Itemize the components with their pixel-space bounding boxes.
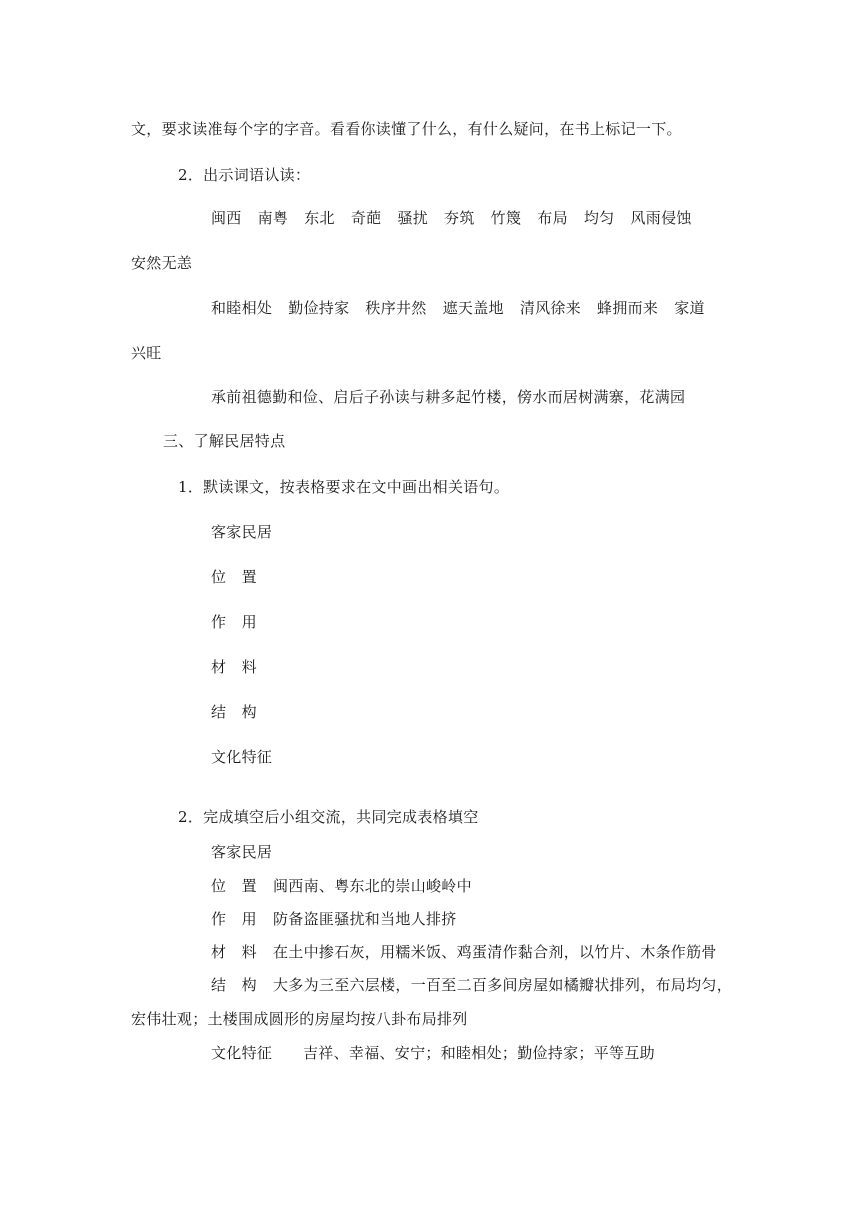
word: 奇葩 [350, 209, 382, 227]
table2-row-label: 材 料 [211, 943, 257, 961]
table2-row-value: 在土中掺石灰，用糯米饭、鸡蛋清作黏合剂，以竹片、木条作筋骨 [273, 943, 717, 961]
word: 布局 [537, 209, 568, 227]
table1-row-label: 材 料 [211, 658, 257, 676]
section-heading: 三、了解民居特点 [163, 432, 286, 450]
paragraph-line: 文，要求读准每个字的字音。看看你读懂了什么，有什么疑问，在书上标记一下。 [131, 120, 682, 138]
table2-row-value: 防备盗匪骚扰和当地人排挤 [273, 910, 457, 928]
table2-row [211, 909, 457, 929]
table2-row [211, 876, 472, 896]
table2-row-value: 吉祥、幸福、安宁；和睦相处；勤俭持家；平等互助 [303, 1044, 655, 1062]
table2-row-label: 结 构 [211, 976, 257, 994]
table1-row-label: 作 用 [211, 613, 257, 631]
table2-row [211, 1043, 655, 1063]
table1-row-label: 文化特征 [211, 748, 273, 766]
table1-row-label: 位 置 [211, 568, 257, 586]
table2-row-label: 位 置 [211, 877, 257, 895]
section-item-heading: 1．默读课文，按表格要求在文中画出相关语句。 [178, 478, 510, 496]
table2-row-value: 闽西南、粤东北的崇山峻岭中 [273, 877, 472, 895]
word: 风雨侵蚀 [630, 209, 692, 227]
word-list-2-wrap: 兴旺 [131, 344, 162, 362]
table2-header: 客家民居 [211, 843, 273, 861]
word-list-1-wrap: 安然无恙 [131, 254, 193, 272]
section-item-heading: 2．完成填空后小组交流，共同完成表格填空 [178, 808, 479, 826]
word: 骚扰 [397, 209, 429, 227]
word: 南粤 [257, 209, 289, 227]
word-list-2 [211, 298, 705, 318]
section-item-heading: 2．出示词语认读： [178, 166, 311, 184]
word: 和睦相处 [211, 299, 273, 317]
table1-header: 客家民居 [211, 523, 273, 541]
word: 家道 [674, 299, 705, 317]
table1-row-label: 结 构 [211, 703, 257, 721]
couplet-line: 承前祖德勤和俭、启后子孙读与耕多起竹楼，傍水而居树满寨，花满园 [211, 388, 686, 406]
word: 秩序井然 [365, 299, 427, 317]
word: 夯筑 [444, 209, 475, 227]
word-list-1 [211, 208, 692, 228]
word: 蜂拥而来 [597, 299, 659, 317]
word: 竹篾 [490, 209, 522, 227]
word: 清风徐来 [519, 299, 582, 317]
word: 勤俭持家 [288, 299, 350, 317]
word: 东北 [304, 209, 335, 227]
table2-row-label: 作 用 [211, 910, 257, 928]
table2-row [211, 942, 717, 962]
word: 闽西 [211, 209, 242, 227]
word: 遮天盖地 [442, 299, 504, 317]
table2-row-wrap: 宏伟壮观；土楼围成圆形的房屋均按八卦布局排列 [131, 1010, 468, 1028]
table2-row-value: 大多为三至六层楼，一百至二百多间房屋如橘瓣状排列，布局均匀， [273, 976, 733, 994]
word: 均匀 [583, 209, 615, 227]
table2-row [211, 975, 732, 995]
table2-row-label: 文化特征 [211, 1044, 273, 1062]
